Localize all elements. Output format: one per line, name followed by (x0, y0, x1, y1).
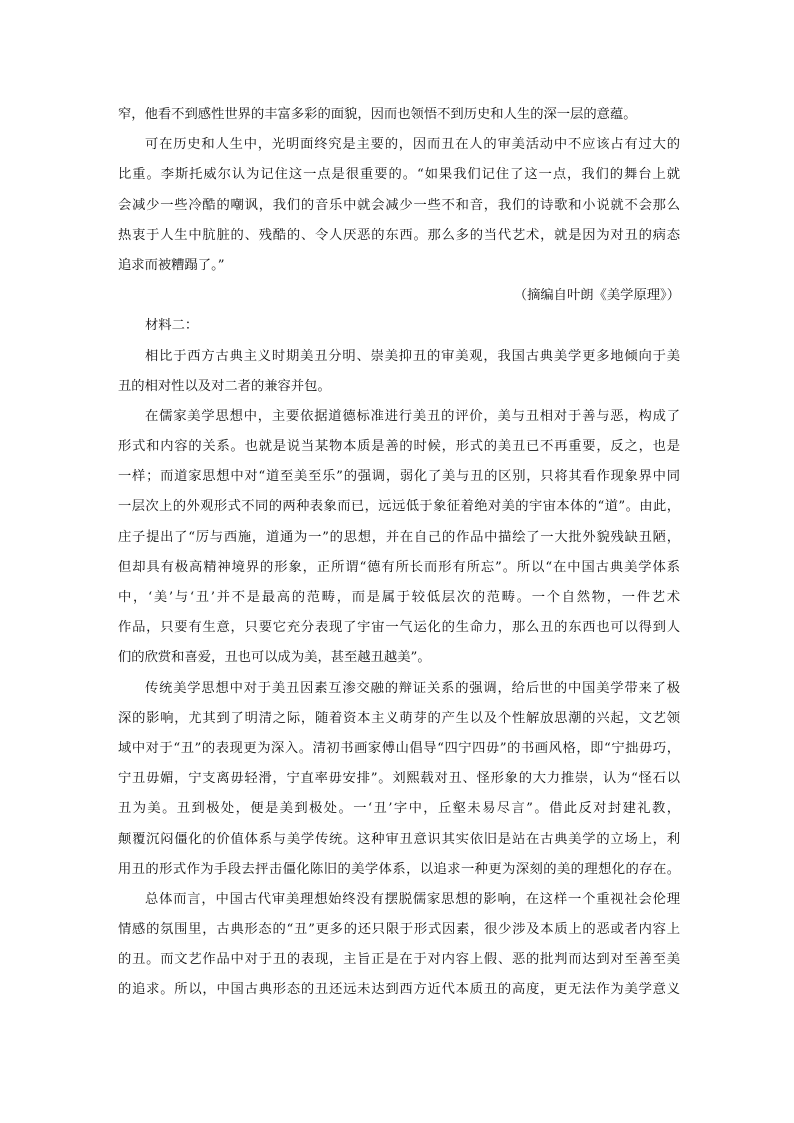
text-line: 们的欣赏和喜爱，丑也可以成为美，甚至越丑越美”。 (118, 650, 431, 666)
text-line: 形式和内容的关系。也就是说当某物本质是善的时候，形式的美丑已不再重要，反之，也是 (118, 439, 680, 455)
text-line: 一层次上的外观形式不同的两种表象而已，远远低于象征着绝对美的宇宙本体的“道”。由此， (118, 499, 680, 515)
text-line: 比重。李斯托威尔认为记住这一点是很重要的。“如果我们记住了这一点，我们的舞台上就 (118, 167, 680, 183)
text-line: 丑为美。丑到极处，便是美到极处。一‘丑’字中，丘壑未易尽言”。借此反对封建礼教， (118, 801, 680, 817)
text-line: 一样；而道家思想中对“道至美至乐”的强调，弱化了美与丑的区别，只将其看作现象界中同 (118, 469, 680, 485)
text-line: 会减少一些冷酷的嘲讽，我们的音乐中就会减少一些不和音，我们的诗歌和小说就不会那么 (118, 197, 680, 213)
text-line: 域中对于“丑”的表现更为深入。清初书画家傅山倡导“四宁四毋”的书画风格，即“宁拙毋巧， (118, 740, 680, 756)
text-line: 情感的氛围里，古典形态的“丑”更多的还只限于形式因素，很少涉及本质上的恶或者内容上 (118, 922, 680, 938)
text-line: 材料二： (145, 318, 199, 334)
text-line: 总体而言，中国古代审美理想始终没有摆脱儒家思想的影响，在这样一个重视社会伦理 (145, 891, 680, 907)
text-line: 庄子提出了“厉与西施，道通为一”的思想，并在自己的作品中描绘了一大批外貌残缺丑陋， (118, 529, 680, 545)
text-line: 热衷于人生中肮脏的、残酷的、令人厌恶的东西。那么多的当代艺术，就是因为对丑的病态 (118, 227, 680, 243)
document-page (118, 100, 680, 1006)
text-line: 宁丑毋媚，宁支离毋轻滑，宁直率毋安排”。刘熙载对丑、怪形象的大力推崇，认为“怪石以 (118, 771, 680, 787)
text-line: 颠覆沉闷僵化的价值体系与美学传统。这种审丑意识其实依旧是站在古典美学的立场上，利 (118, 831, 680, 847)
text-line: 窄，他看不到感性世界的丰富多彩的面貌，因而也领悟不到历史和人生的深一层的意蕴。 (118, 107, 637, 122)
text-line: 作品，只要有生意，只要它充分表现了宇宙一气运化的生命力，那么丑的东西也可以得到人 (118, 620, 680, 636)
text-line: 深的影响，尤其到了明清之际，随着资本主义萌芽的产生以及个性解放思潮的兴起，文艺领 (118, 710, 680, 726)
text-line: 的追求。所以，中国古典形态的丑还远未达到西方近代本质丑的高度，更无法作为美学意义 (118, 982, 680, 998)
text-line: 在儒家美学思想中，主要依据道德标准进行美丑的评价，美与丑相对于善与恶，构成了 (145, 408, 680, 424)
text-line: 追求而被糟蹋了。” (118, 257, 225, 273)
text-line: 传统美学思想中对于美丑因素互渗交融的辩证关系的强调，给后世的中国美学带来了极 (145, 680, 680, 696)
text-line: 中，‘美’与‘丑’并不是最高的范畴，而是属于较低层次的范畴。一个自然物，一件艺术 (118, 590, 680, 605)
text-line: 用丑的形式作为手段去抨击僵化陈旧的美学体系，以追求一种更为深刻的美的理想化的存在。 (118, 861, 680, 877)
text-line: 但却具有极高精神境界的形象，正所谓“德有所长而形有所忘”。所以“在中国古典美学体系 (118, 559, 680, 575)
source-citation: （摘编自叶朗《美学原理》） (513, 288, 680, 304)
text-line: 可在历史和人生中，光明面终究是主要的，因而丑在人的审美活动中不应该占有过大的 (145, 137, 680, 153)
text-line: 丑的相对性以及对二者的兼容并包。 (118, 378, 331, 394)
text-line: 的丑。而文艺作品中对于丑的表现，主旨正是在于对内容上假、恶的批判而达到对至善至美 (118, 952, 680, 968)
text-line: 相比于西方古典主义时期美丑分明、崇美抑丑的审美观，我国古典美学更多地倾向于美 (145, 348, 680, 364)
